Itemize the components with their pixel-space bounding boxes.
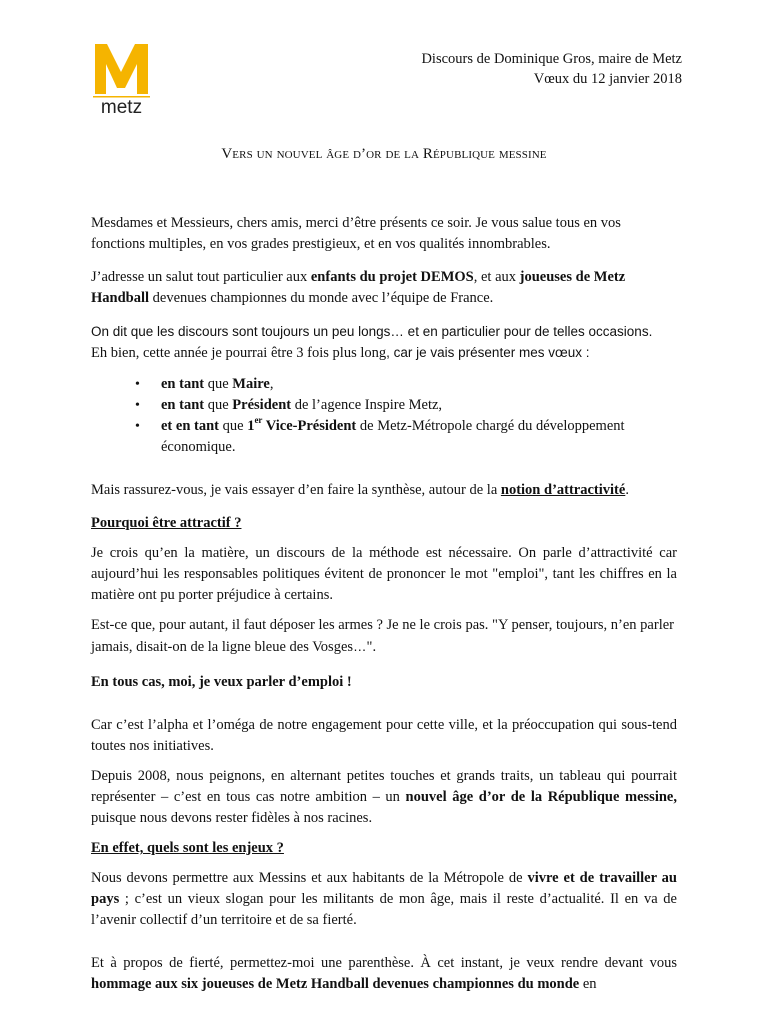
metz-logo (93, 42, 150, 116)
list-item: • en tant que Maire, (135, 376, 274, 392)
paragraph-salute: J’adresse un salut tout particulier aux enfants du projet DEMOS, et aux joueuses de Metz Handball devenues championnes du monde avec l’équipe de France. (91, 269, 626, 306)
paragraph-emploi: En tous cas, moi, je veux parler d’emploi ! (91, 674, 352, 690)
paragraph-armes: Est-ce que, pour autant, il faut déposer les armes ? Je ne le crois pas. "Y penser, toujours, n’en parler jamais, disait-on de la ligne bleue des Vosges…". (91, 617, 674, 655)
paragraph-fierte: Et à propos de fierté, permettez-moi une parenthèse. À cet instant, je veux rendre devant vous hommage aux six joueuses de Metz Handball devenues championnes du monde en (91, 955, 677, 992)
speech-body (91, 213, 677, 995)
header-speaker: Discours de Dominique Gros, maire de Metz (421, 51, 682, 67)
document-header (421, 49, 682, 89)
logo-wordmark: metz (100, 97, 143, 116)
list-item: • et en tant que 1er Vice-Président de Metz-Métropole chargé du développement économique. (135, 415, 625, 455)
heading-pourquoi: Pourquoi être attractif ? (91, 515, 242, 531)
paragraph-synthese: Mais rassurez-vous, je vais essayer d’en faire la synthèse, autour de la notion d’attractivité. (91, 482, 629, 498)
paragraph-three-times: Eh bien, cette année je pourrai être 3 fois plus long, car je vais présenter mes vœux : (91, 345, 590, 361)
paragraph-discours-long: On dit que les discours sont toujours un peu longs… et en particulier pour de telles occasions. (91, 324, 653, 339)
speech-title: Vers un nouvel âge d’or de la République messine (221, 146, 547, 162)
paragraph-greeting: Mesdames et Messieurs, chers amis, merci d’être présents ce soir. Je vous salue tous en vos fonctions multiples, en vos grades prestigieux, et en vos qualités innombrables. (91, 215, 621, 252)
paragraph-alpha-omega: Car c’est l’alpha et l’oméga de notre engagement pour cette ville, et la préoccupation qui sous-tend toutes nos initiatives. (91, 717, 677, 754)
paragraph-depuis-2008: Depuis 2008, nous peignons, en alternant petites touches et grands traits, un tableau qui pourrait représenter – c’est en tous cas notre ambition – un nouvel âge d’or de la République messine, puisque nous devons rester fidèles à nos racines. (91, 768, 677, 826)
roles-list (91, 374, 677, 458)
heading-enjeux: En effet, quels sont les enjeux ? (91, 840, 284, 856)
list-item: • en tant que Président de l’agence Inspire Metz, (135, 397, 443, 413)
header-date: Vœux du 12 janvier 2018 (533, 71, 682, 87)
paragraph-methode: Je crois qu’en la matière, un discours de la méthode est nécessaire. On parle d’attractivité car aujourd’hui les responsables politiques évitent de prononcer le mot "emploi", tant les chiffres en la matière ont pu porter préjudice à certains. (91, 545, 677, 603)
paragraph-vivre-travailler: Nous devons permettre aux Messins et aux habitants de la Métropole de vivre et de travailler au pays ; c’est un vieux slogan pour les militants de mon âge, mais il reste d’actualité. Il en va de l’avenir collectif d’un territoire et de sa fierté. (91, 870, 678, 928)
